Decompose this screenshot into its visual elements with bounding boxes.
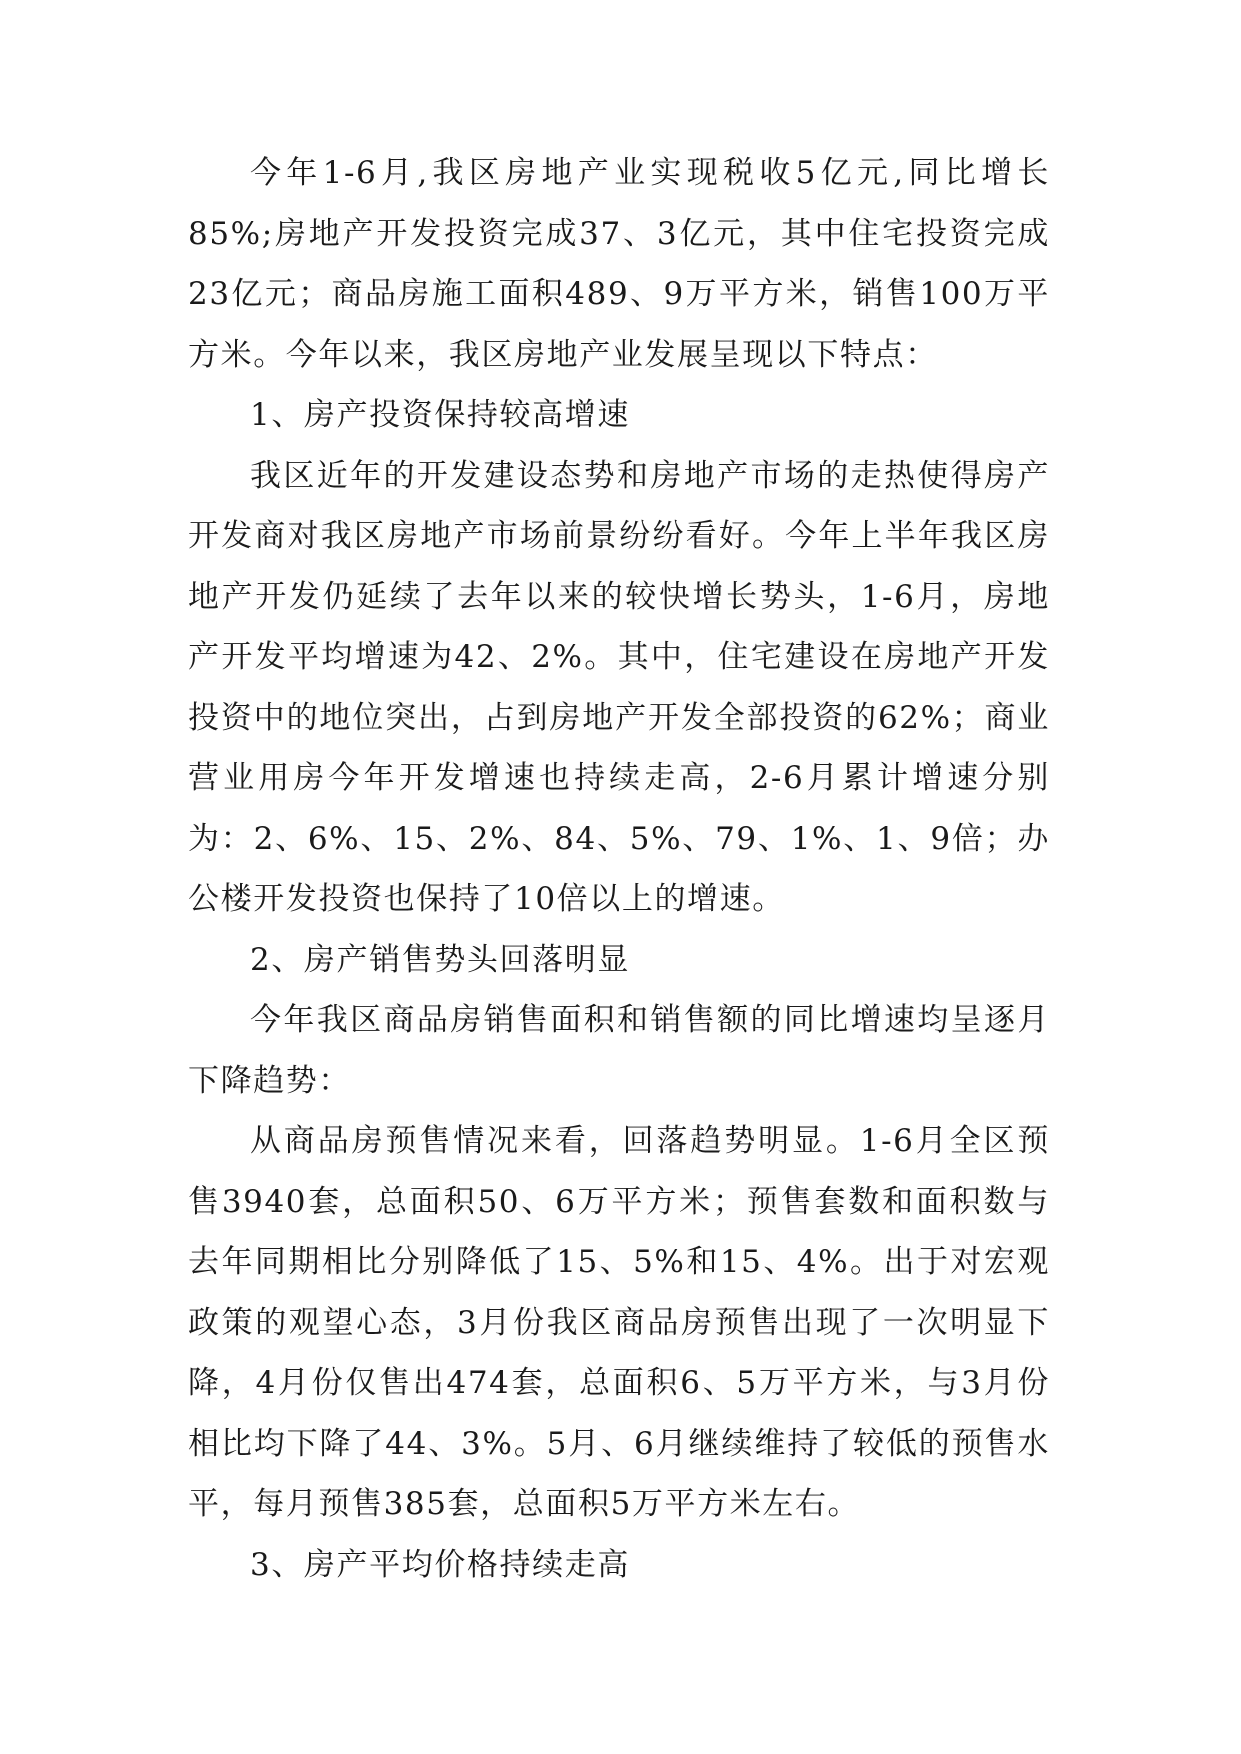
- section-heading-1: 1、房产投资保持较高增速: [250, 397, 630, 433]
- section-2-paragraph-1: 今年我区商品房销售面积和销售额的同比增速均呈逐月下降趋势：: [188, 1002, 1050, 1099]
- intro-paragraph: 今年1-6月,我区房地产业实现税收5亿元,同比增长85%;房地产开发投资完成37、3亿元，其中住宅投资完成23亿元；商品房施工面积489、9万平方米，销售100万平方米。今年以来，我区房地产业发展呈现以下特点：: [188, 155, 1050, 373]
- section-heading-3: 3、房产平均价格持续走高: [250, 1546, 630, 1583]
- section-heading-2: 2、房产销售势头回落明显: [250, 941, 630, 978]
- section-1-paragraph: 我区近年的开发建设态势和房地产市场的走热使得房产开发商对我区房地产市场前景纷纷看好。今年上半年我区房地产开发仍延续了去年以来的较快增长势头，1-6月，房地产开发平均增速为42、2%。其中，住宅建设在房地产开发投资中的地位突出，占到房地产开发全部投资的62%；商业营业用房今年开发增速也持续走高，2-6月累计增速分别为：2、6%、15、2%、84、5%、79、1%、1、9倍；办公楼开发投资也保持了10倍以上的增速。: [188, 457, 1050, 917]
- document-body: [188, 143, 1050, 1595]
- section-2-paragraph-2: 从商品房预售情况来看，回落趋势明显。1-6月全区预售3940套，总面积50、6万平方米；预售套数和面积数与去年同期相比分别降低了15、5%和15、4%。出于对宏观政策的观望心态，3月份我区商品房预售出现了一次明显下降，4月份仅售出474套，总面积6、5万平方米，与3月份相比均下降了44、3%。5月、6月继续维持了较低的预售水平，每月预售385套，总面积5万平方米左右。: [188, 1123, 1050, 1522]
